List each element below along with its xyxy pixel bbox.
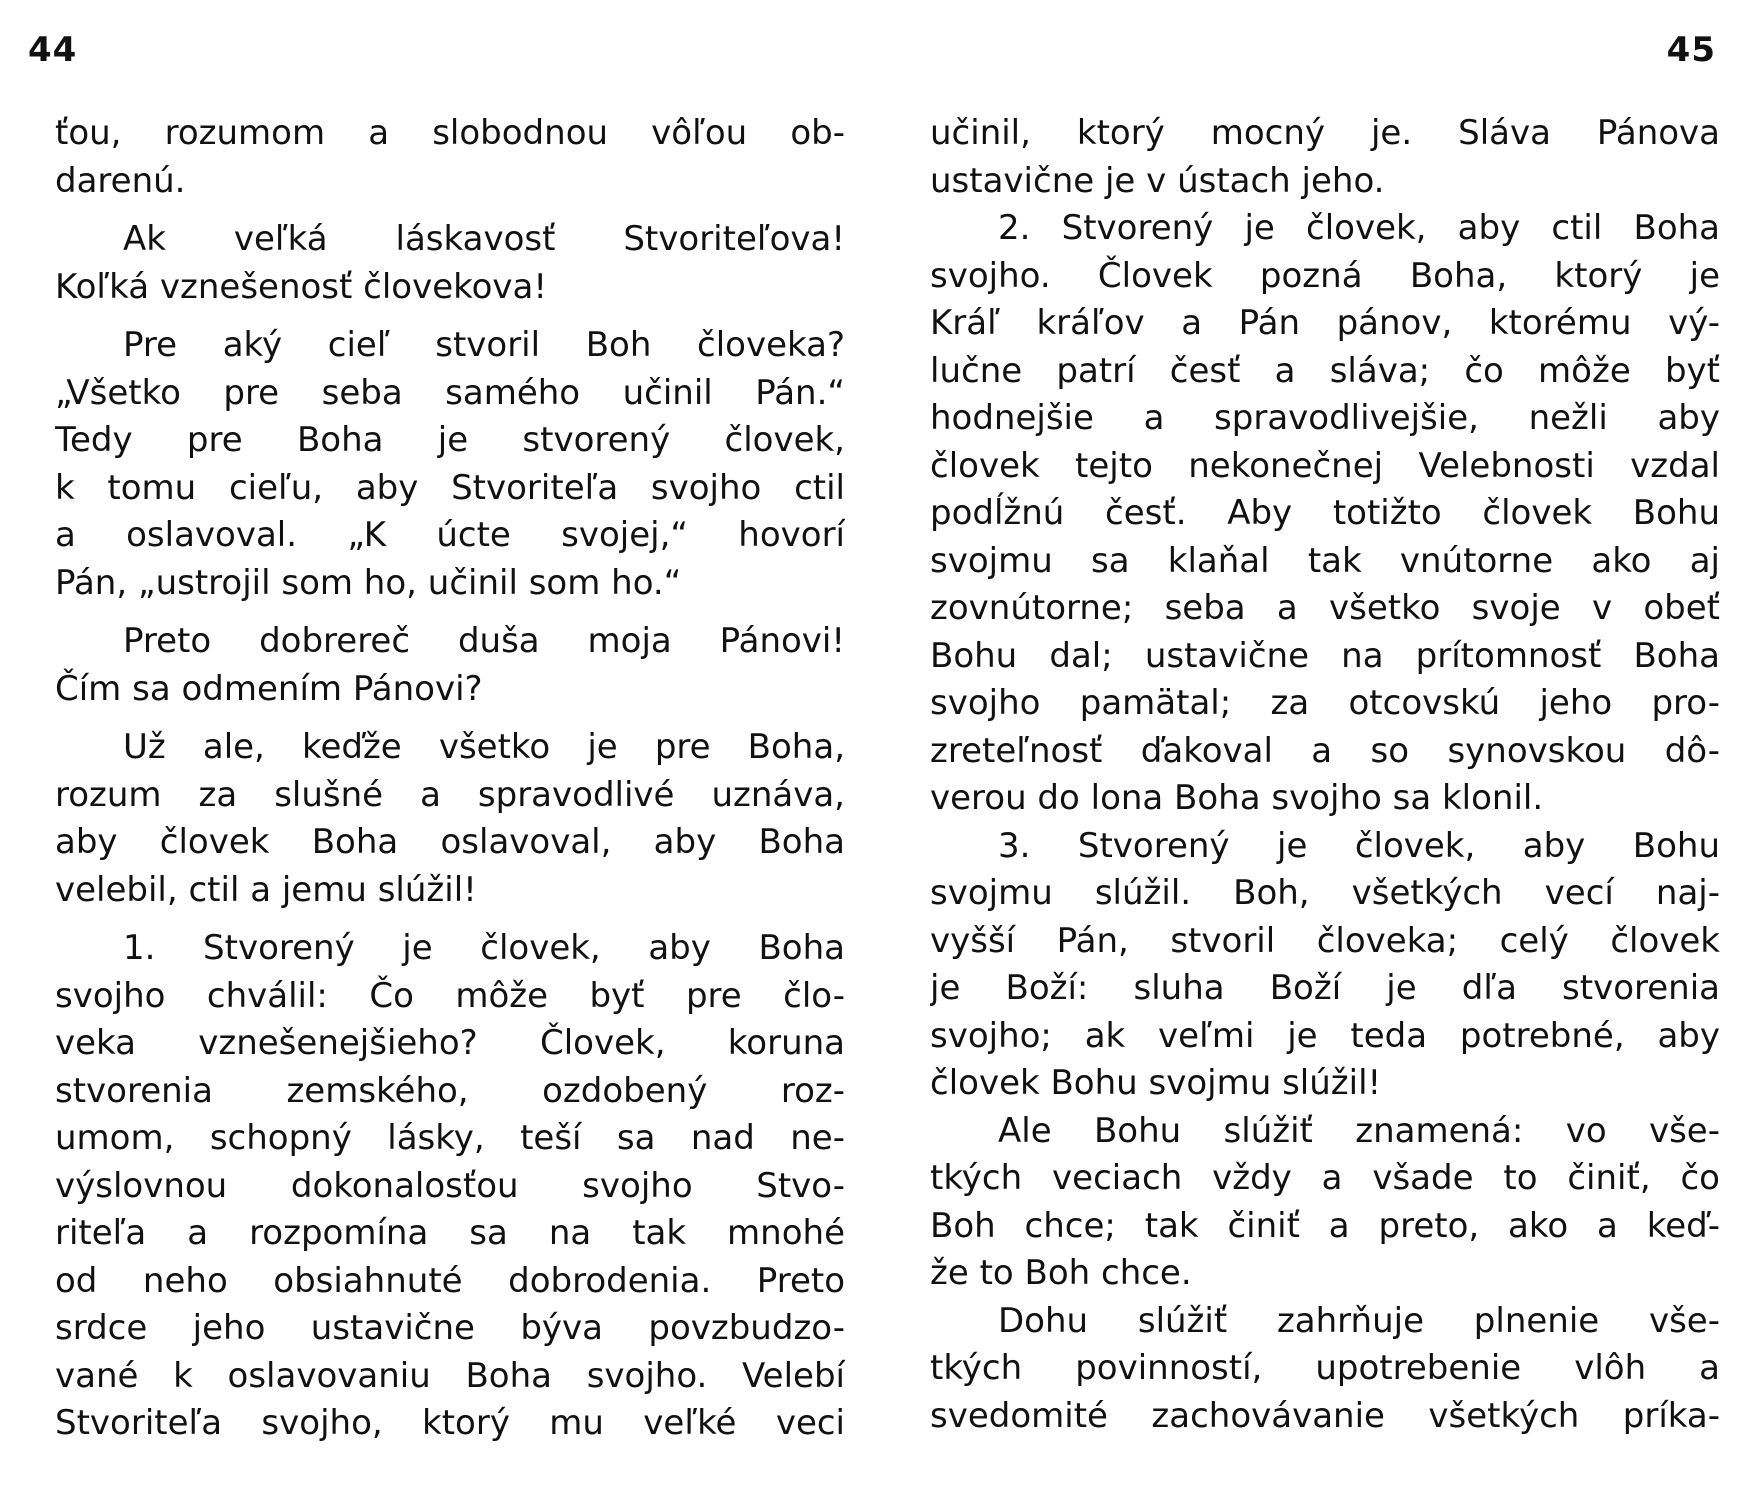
text-line: tkých povinností, upotrebenie vlôh a	[930, 1348, 1720, 1388]
text-line: darenú.	[55, 160, 186, 201]
text-line: Bohu dal; ustavične na prítomnosť Boha	[930, 635, 1720, 676]
text-line: aby človek Boha oslavoval, aby Boha	[55, 822, 845, 862]
left-text-column	[55, 110, 845, 1448]
text-line: Dohu slúžiť zahrňuje plnenie vše-	[998, 1300, 1720, 1341]
text-line: Ale Bohu slúžiť znamená: vo vše-	[998, 1110, 1720, 1151]
text-line: Boh chce; tak činiť a preto, ako a keď-	[930, 1205, 1720, 1246]
text-line: lučne patrí česť a sláva; čo môže byť	[930, 350, 1720, 391]
text-line: Koľká vznešenosť človekova!	[55, 266, 548, 307]
text-line: Stvoriteľa svojho, ktorý mu veľké veci	[55, 1403, 845, 1443]
paragraph-gap	[55, 311, 845, 322]
text-line: svedomité zachovávanie všetkých príka-	[930, 1395, 1720, 1436]
text-line: Pre aký cieľ stvoril Boh človeka?	[123, 325, 845, 365]
text-line: podĺžnú česť. Aby totižto človek Bohu	[930, 493, 1720, 533]
text-line: „Všetko pre seba samého učinil Pán.“	[55, 372, 845, 413]
text-line: výslovnou dokonalosťou svojho Stvo-	[55, 1165, 845, 1206]
text-line: svojho chválil: Čo môže byť pre člo-	[55, 975, 845, 1016]
text-line: rozum za slušné a spravodlivé uznáva,	[55, 774, 845, 815]
text-line: 3. Stvorený je človek, aby Bohu	[998, 825, 1720, 866]
text-line: Ak veľká láskavosť Stvoriteľova!	[123, 219, 845, 259]
text-line: vyšší Pán, stvoril človeka; celý človek	[930, 920, 1720, 961]
text-line: Kráľ kráľov a Pán pánov, ktorému vý-	[930, 303, 1720, 343]
paragraph-gap	[55, 607, 845, 618]
text-line: verou do lona Boha svojho sa klonil.	[930, 778, 1544, 818]
text-line: riteľa a rozpomína sa na tak mnohé	[55, 1213, 845, 1253]
paragraph-gap	[55, 205, 845, 216]
page-number-right: 45	[1666, 30, 1716, 70]
text-line: srdce jeho ustavične býva povzbudzo-	[55, 1308, 845, 1348]
text-line: od neho obsiahnuté dobrodenia. Preto	[55, 1260, 845, 1301]
text-line: Už ale, keďže všetko je pre Boha,	[123, 727, 845, 767]
text-line: veka vznešenejšieho? Človek, koruna	[55, 1023, 845, 1063]
text-line: zovnútorne; seba a všetko svoje v obeť	[930, 588, 1720, 628]
text-line: svojho pamätal; za otcovskú jeho pro-	[930, 683, 1720, 723]
text-line: umom, schopný lásky, teší sa nad ne-	[55, 1118, 845, 1158]
text-line: velebil, ctil a jemu slúžil!	[55, 869, 477, 910]
text-line: k tomu cieľu, aby Stvoriteľa svojho ctil	[55, 467, 845, 508]
text-line: človek Bohu svojmu slúžil!	[930, 1063, 1382, 1103]
text-line: že to Boh chce.	[930, 1253, 1192, 1293]
page-number-left: 44	[28, 30, 78, 70]
text-line: Preto dobrereč duša moja Pánovi!	[123, 621, 845, 661]
text-line: svojho; ak veľmi je teda potrebné, aby	[930, 1015, 1720, 1056]
text-line: Čím sa odmením Pánovi?	[55, 668, 483, 709]
text-line: učinil, ktorý mocný je. Sláva Pánova	[930, 113, 1720, 153]
text-line: človek tejto nekonečnej Velebnosti vzdal	[930, 445, 1720, 486]
paragraph-gap	[55, 713, 845, 724]
text-line: je Boží: sluha Boží je dľa stvorenia	[930, 968, 1720, 1008]
text-line: svojho. Človek pozná Boha, ktorý je	[930, 255, 1720, 296]
text-line: 2. Stvorený je človek, aby ctil Boha	[998, 208, 1720, 248]
text-line: stvorenia zemského, ozdobený roz-	[55, 1070, 845, 1111]
text-line: zreteľnosť ďakoval a so synovskou dô-	[930, 730, 1720, 771]
right-text-column	[930, 110, 1720, 1440]
text-line: svojmu slúžil. Boh, všetkých vecí naj-	[930, 873, 1720, 913]
paragraph-gap	[55, 914, 845, 925]
text-line: a oslavoval. „K úcte svojej,“ hovorí	[55, 515, 845, 555]
text-line: Tedy pre Boha je stvorený človek,	[55, 420, 845, 460]
text-line: vané k oslavovaniu Boha svojho. Velebí	[55, 1355, 845, 1396]
text-line: hodnejšie a spravodlivejšie, nežli aby	[930, 398, 1720, 438]
text-line: svojmu sa klaňal tak vnútorne ako aj	[930, 540, 1720, 581]
text-line: 1. Stvorený je človek, aby Boha	[123, 928, 845, 968]
text-line: Pán, „ustrojil som ho, učinil som ho.“	[55, 562, 682, 603]
text-line: tkých veciach vždy a všade to činiť, čo	[930, 1158, 1720, 1198]
text-line: ťou, rozumom a slobodnou vôľou ob-	[55, 113, 845, 153]
right-page	[878, 0, 1756, 1500]
text-line: ustavične je v ústach jeho.	[930, 160, 1385, 201]
